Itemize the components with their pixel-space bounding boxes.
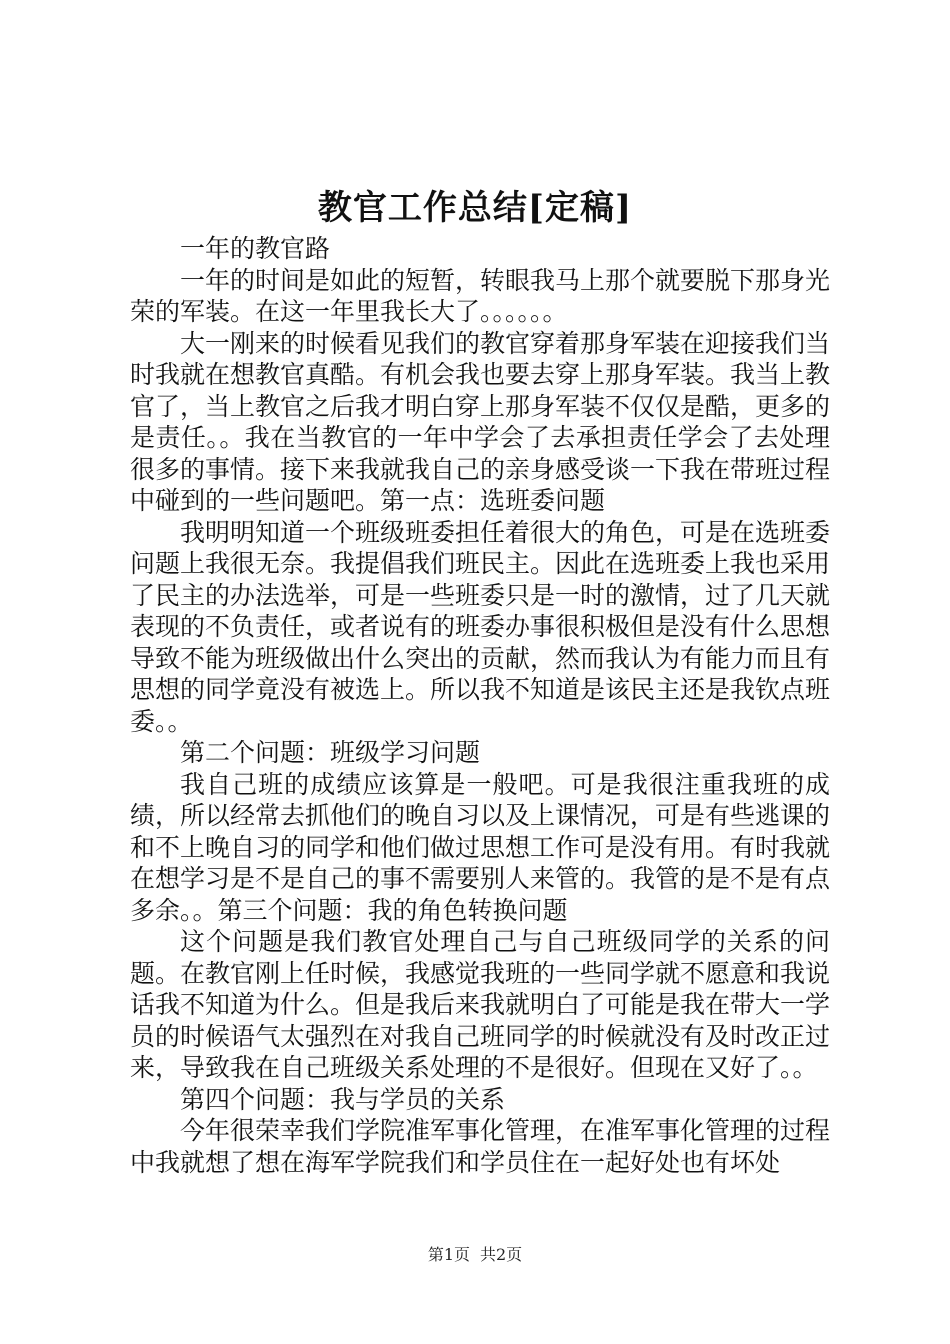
paragraph: 我自己班的成绩应该算是一般吧。可是我很注重我班的成绩，所以经常去抓他们的晚自习以及上课情况，可是有些逃课的和不上晚自习的同学和他们做过思想工作可是没有用。有时我就在想学习是不是自己的事不需要别人来管的。我管的是不是有点多余。。第三个问题：我的角色转换问题: [130, 769, 831, 925]
document-title: 教官工作总结[定稿]: [317, 188, 633, 228]
paragraph-heading-fourth-issue: 第四个问题：我与学员的关系: [180, 1084, 506, 1114]
paragraph: 大一刚来的时候看见我们的教官穿着那身军装在迎接我们当时我就在想教官真酷。有机会我也要去穿上那身军装。我当上教官了，当上教官之后我才明白穿上那身军装不仅仅是酷，更多的是责任。。我在当教官的一年中学会了去承担责任学会了去处理很多的事情。接下来我就我自己的亲身感受谈一下我在带班过程中碰到的一些问题吧。第一点：选班委问题: [130, 328, 831, 515]
paragraph: 这个问题是我们教官处理自己与自己班级同学的关系的问题。在教官刚上任时候，我感觉我班的一些同学就不愿意和我说话我不知道为什么。但是我后来我就明白了可能是我在带大一学员的时候语气太强烈在对我自己班同学的时候就没有及时改正过来，导致我在自己班级关系处理的不是很好。但现在又好了。。: [130, 927, 831, 1082]
paragraph: 我明明知道一个班级班委担任着很大的角色，可是在选班委问题上我很无奈。我提倡我们班民主。因此在选班委上我也采用了民主的办法选举，可是一些班委只是一时的激情，过了几天就表现的不负责任，或者说有的班委办事很积极但是没有什么思想导致不能为班级做出什么突出的贡献，然而我认为有能力而且有思想的同学竟没有被选上。所以我不知道是该民主还是我钦点班委。。: [130, 517, 831, 736]
page-number: 第1页: [427, 1245, 470, 1264]
paragraph-heading-road: 一年的教官路: [180, 234, 331, 263]
page-total: 共2页: [480, 1245, 523, 1264]
paragraph: 今年很荣幸我们学院准军事化管理，在准军事化管理的过程中我就想了想在海军学院我们和学员住在一起好处也有坏处: [130, 1116, 831, 1177]
paragraph-heading-second-issue: 第二个问题：班级学习问题: [180, 738, 481, 767]
page-footer: [0, 1245, 950, 1265]
paragraph: 一年的时间是如此的短暂，转眼我马上那个就要脱下那身光荣的军装。在这一年里我长大了。。。。。。: [130, 265, 831, 326]
document-body: [130, 233, 830, 1178]
